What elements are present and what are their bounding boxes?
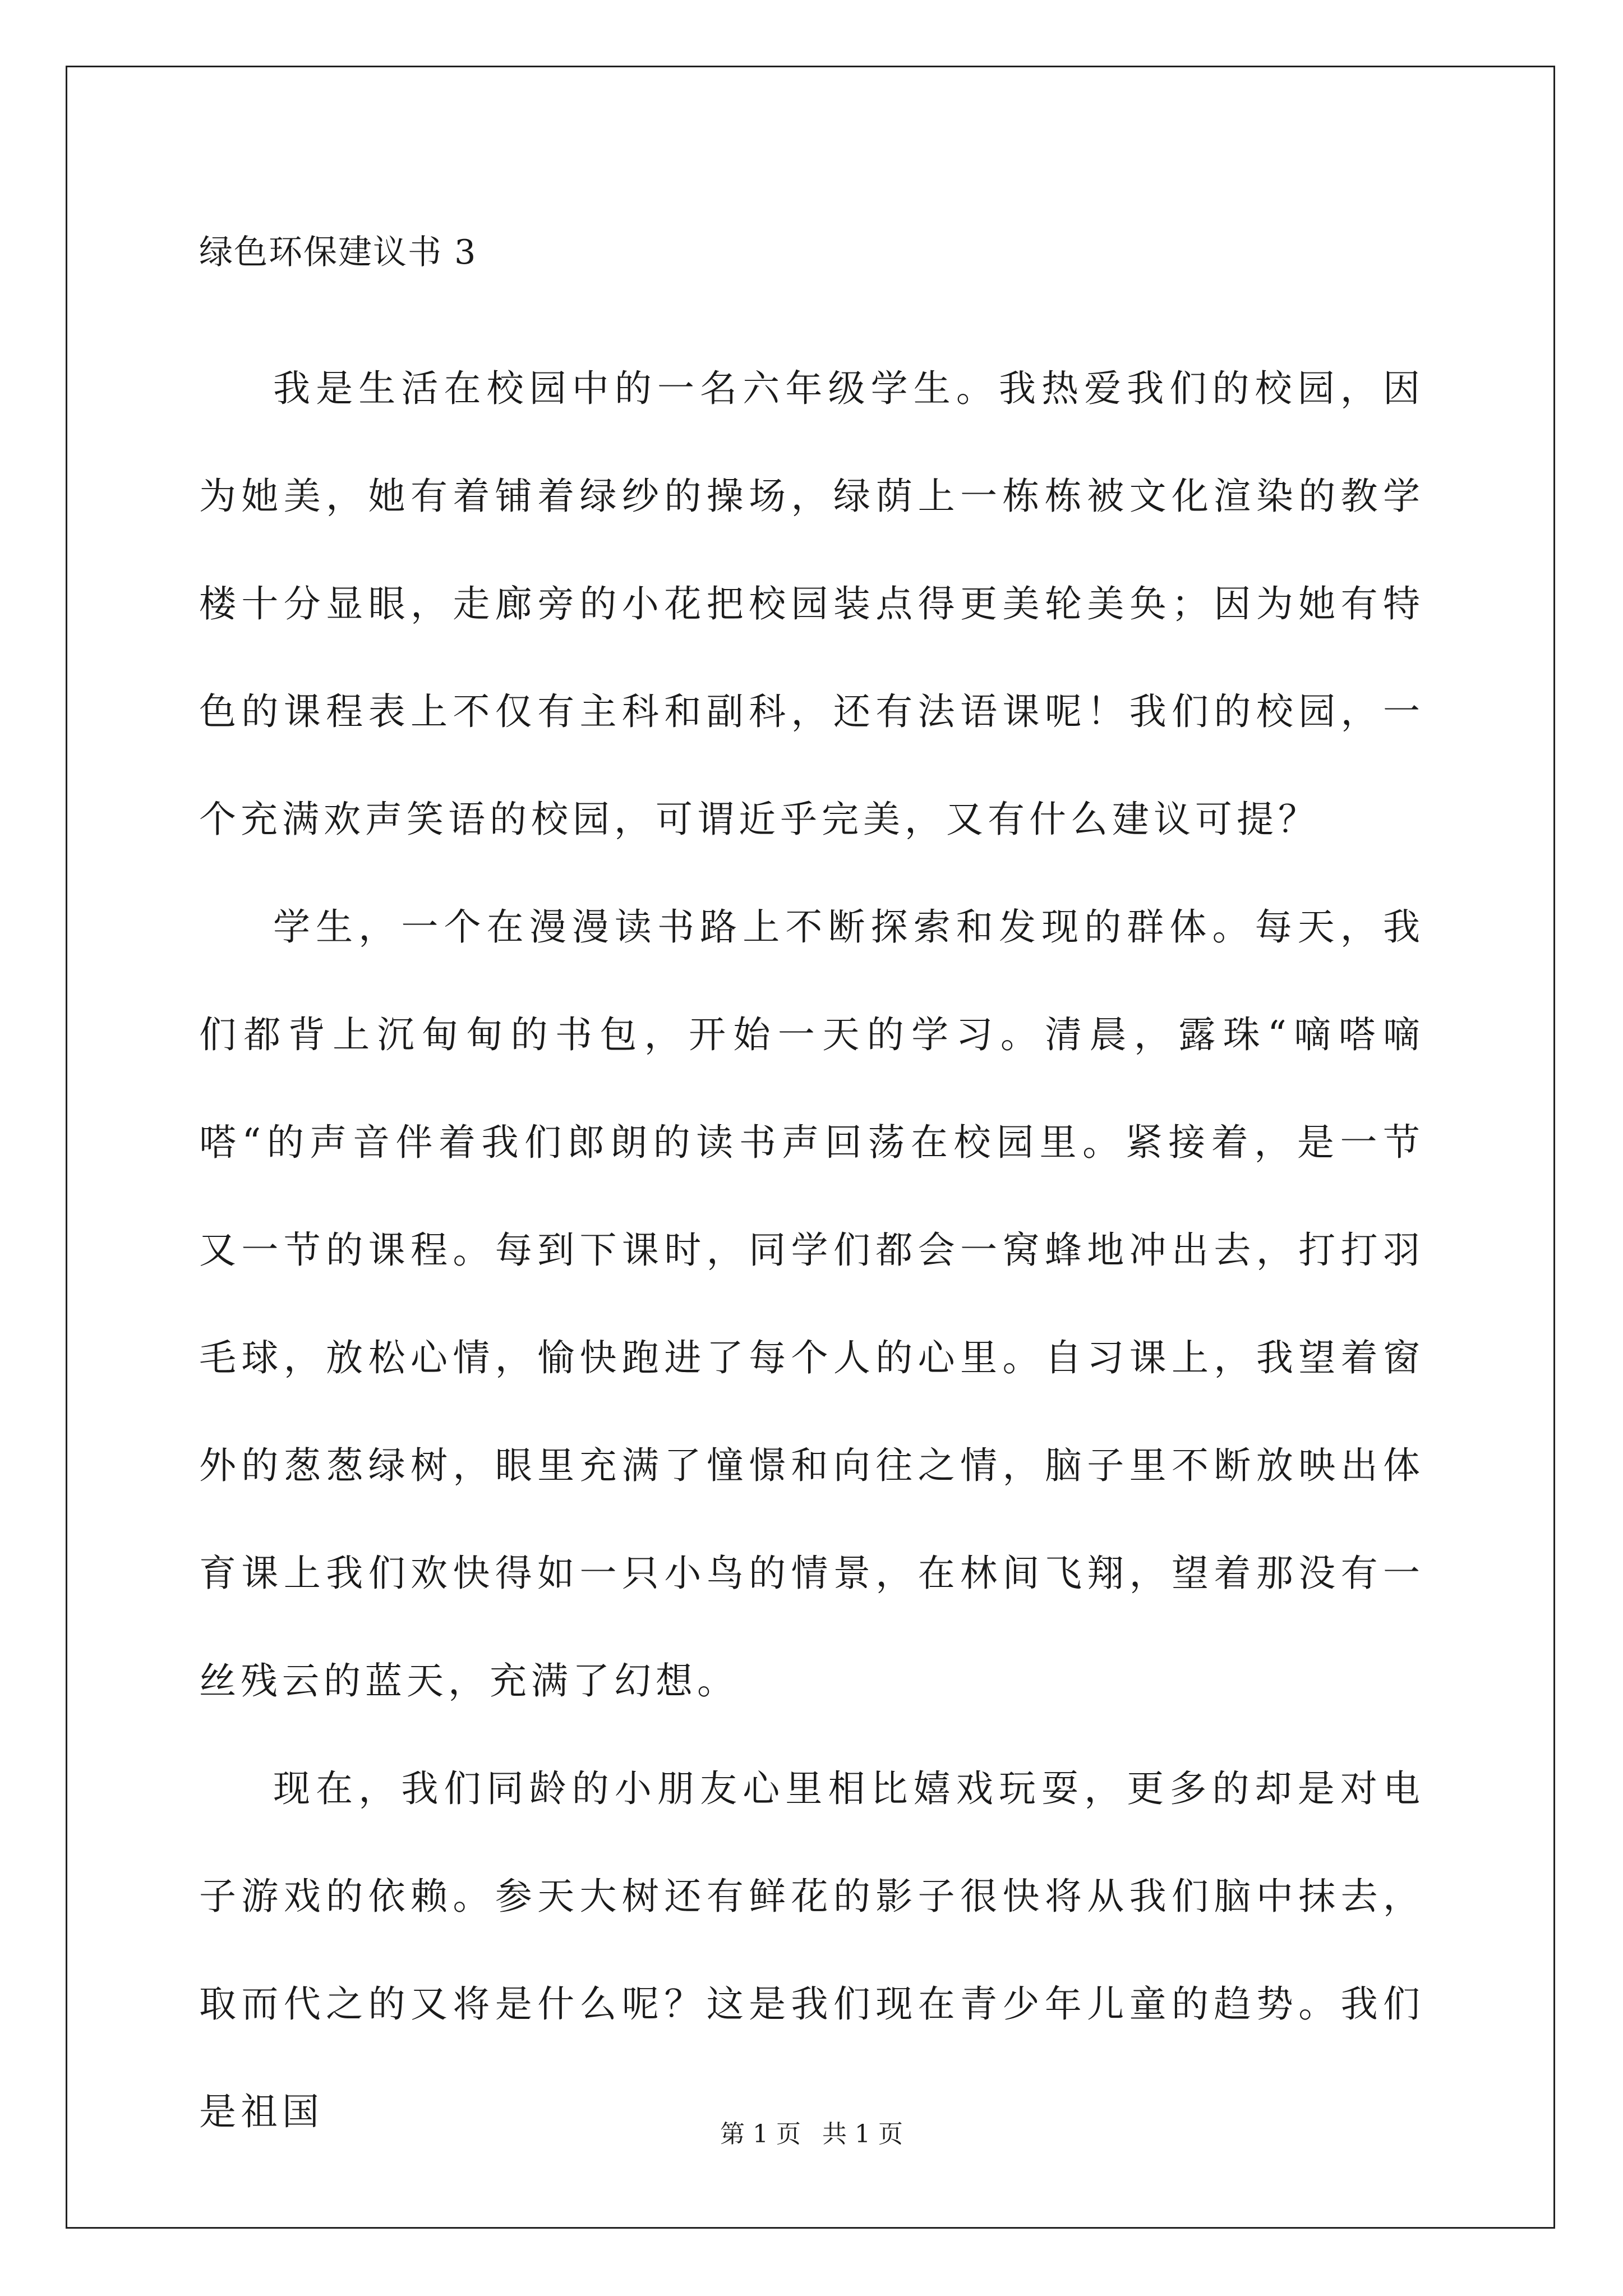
paragraph-1: 我是生活在校园中的一名六年级学生。我热爱我们的校园，因为她美，她有着铺着绿纱的操场，绿荫上一栋栋被文化渲染的教学楼十分显眼，走廊旁的小花把校园装点得更美轮美奂；因为她有特色的课程表上不仅有主科和副科，还有法语课呢！我们的校园，一个充满欢声笑语的校园，可谓近乎完美，又有什么建议可提？ bbox=[199, 367, 1424, 841]
page-footer bbox=[0, 2118, 1623, 2151]
page-total: 共 1 页 bbox=[822, 2120, 903, 2148]
page-number: 第 1 页 bbox=[720, 2120, 801, 2148]
document-title: 绿色环保建议书 3 bbox=[199, 233, 477, 272]
paragraph-2: 学生，一个在漫漫读书路上不断探索和发现的群体。每天，我们都背上沉甸甸的书包，开始一天的学习。清晨，露珠“嘀嗒嘀嗒“的声音伴着我们郎朗的读书声回荡在校园里。紧接着，是一节又一节的课程。每到下课时，同学们都会一窝蜂地冲出去，打打羽毛球，放松心情，愉快跑进了每个人的心里。自习课上，我望着窗外的葱葱绿树，眼里充满了憧憬和向往之情，脑子里不断放映出体育课上我们欢快得如一只小鸟的情景，在林间飞翔，望着那没有一丝残云的蓝天，充满了幻想。 bbox=[199, 905, 1424, 1703]
document-body bbox=[199, 224, 1424, 2166]
paragraph-3: 现在，我们同龄的小朋友心里相比嬉戏玩耍，更多的却是对电子游戏的依赖。参天大树还有鲜花的影子很快将从我们脑中抹去，取而代之的又将是什么呢？这是我们现在青少年儿童的趋势。我们是祖国 bbox=[199, 1767, 1424, 2133]
